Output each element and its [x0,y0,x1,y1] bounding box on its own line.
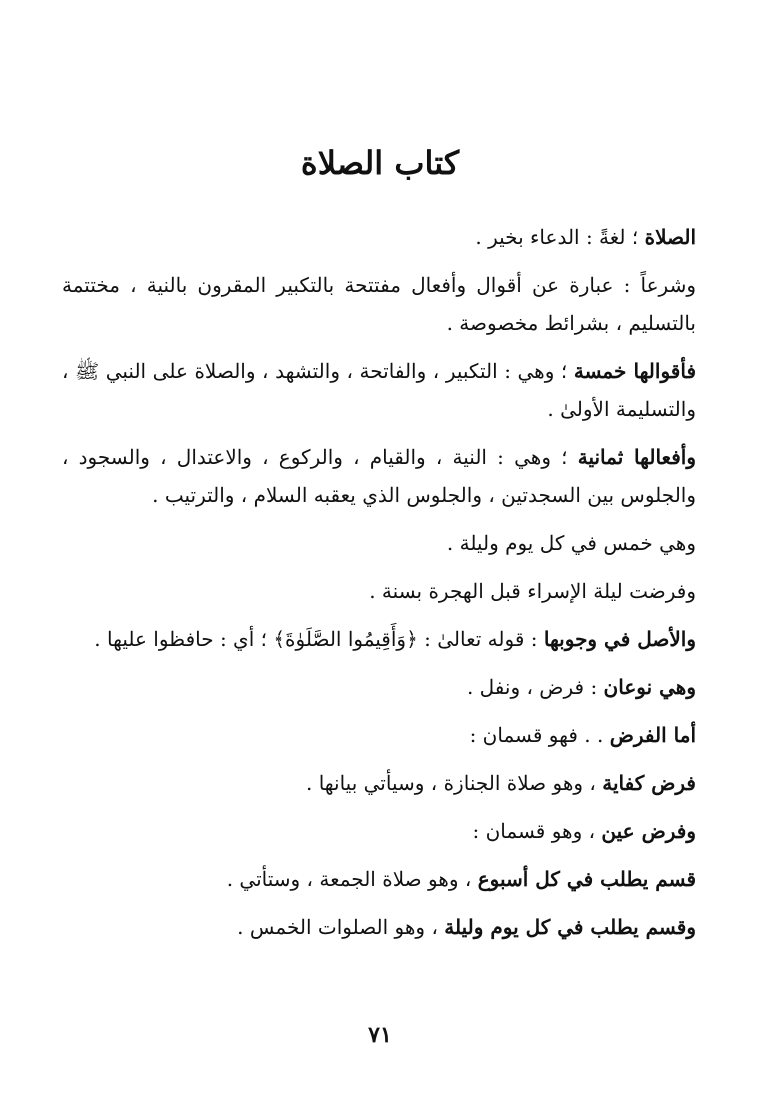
paragraph [62,860,696,898]
paragraph [62,438,696,514]
paragraph-text: : قوله تعالىٰ : ﴿وَأَقِيمُوا الصَّلَوٰةَ﴾ ؛ أي : حافظوا عليها . [94,627,544,651]
paragraph [62,716,696,754]
page-number: ٧١ [368,1022,392,1048]
paragraph [62,668,696,706]
paragraph-text: : فرض ، ونفل . [466,675,604,699]
paragraph-lead: أما الفرض [609,723,696,747]
paragraph-text: ، وهو صلاة الجمعة ، وستأتي . [226,867,478,891]
paragraph [62,620,696,658]
paragraph [62,524,696,562]
paragraph [62,352,696,428]
paragraph-lead: فأقوالها خمسة [573,359,697,383]
paragraph-lead: قسم يطلب في كل أسبوع [477,867,696,891]
paragraph [62,572,696,610]
paragraph-text: ، وهو الصلوات الخمس . [237,915,445,939]
paragraph-text: . . فهو قسمان : [469,723,610,747]
paragraph-text: وفرضت ليلة الإسراء قبل الهجرة بسنة . [369,579,696,603]
paragraph [62,764,696,802]
paragraph-lead: وهي نوعان [603,675,696,699]
paragraph-lead: والأصل في وجوبها [543,627,696,651]
paragraph-text: ؛ وهي : النية ، والقيام ، والركوع ، والاعتدال ، والسجود ، والجلوس بين السجدتين ، والجلوس الذي يعقبه السلام ، والترتيب . [62,445,696,507]
paragraph-text: ؛ لغةً : الدعاء بخير . [475,225,645,249]
paragraph-text: وشرعاً : عبارة عن أقوال وأفعال مفتتحة بالتكبير المقرون بالنية ، مختتمة بالتسليم ، بشرائط مخصوصة . [62,273,696,335]
paragraph-lead: وفرض عين [601,819,696,843]
paragraph-lead: الصلاة [644,225,696,249]
paragraph [62,266,696,342]
chapter-title: كتاب الصلاة [300,144,460,182]
paragraph-text: ؛ وهي : التكبير ، والفاتحة ، والتشهد ، والصلاة على النبي ﷺ ، والتسليمة الأولىٰ . [62,359,696,421]
body-text [62,218,696,956]
paragraph [62,812,696,850]
paragraph-lead: وأفعالها ثمانية [577,445,696,469]
paragraph-lead: وقسم يطلب في كل يوم وليلة [444,915,696,939]
paragraph [62,908,696,946]
paragraph-text: ، وهو صلاة الجنازة ، وسيأتي بيانها . [305,771,603,795]
paragraph [62,218,696,256]
paragraph-lead: فرض كفاية [602,771,696,795]
paragraph-text: وهي خمس في كل يوم وليلة . [446,531,696,555]
paragraph-text: ، وهو قسمان : [472,819,602,843]
